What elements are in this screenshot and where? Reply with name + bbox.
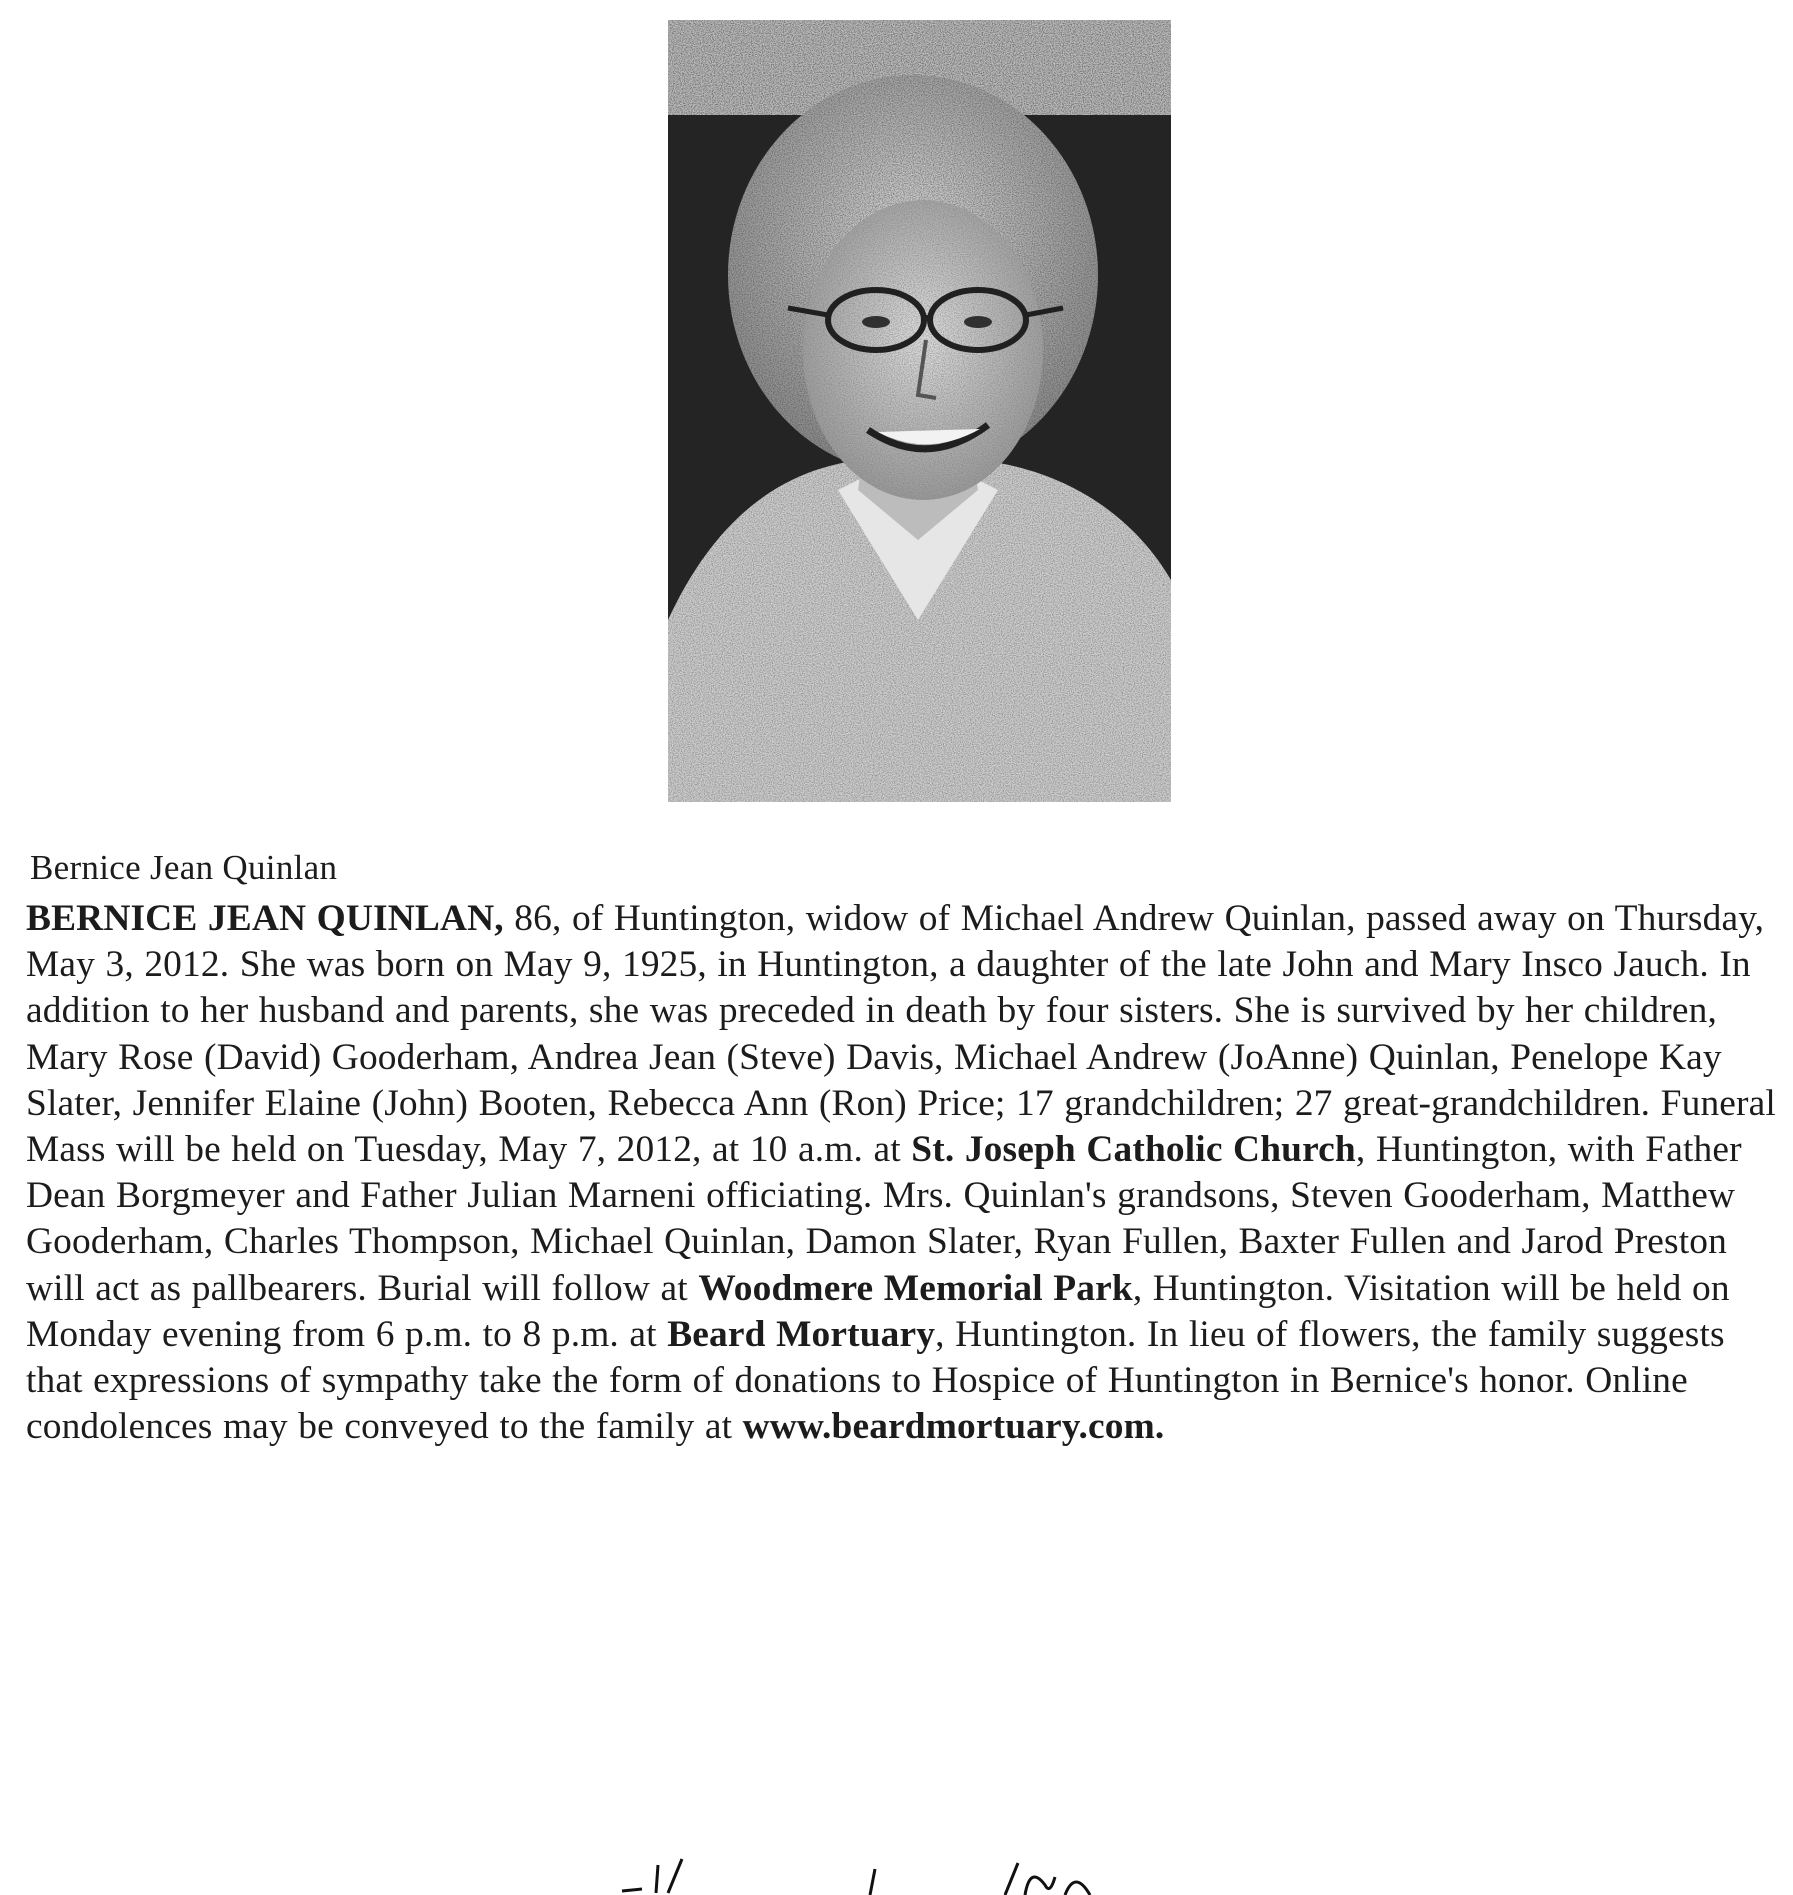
- mortuary-name: Beard Mortuary: [667, 1313, 936, 1355]
- cemetery-name: Woodmere Memorial Park: [698, 1267, 1133, 1309]
- obituary-text-part-1: 86, of Huntington, widow of Michael Andrew Quinlan, passed away on Thursday, May 3, 2012. She was born on May 9, 1925, in Huntington, a daughter of the late John and Mary Insco Jauch. In addition to her husband and parents, she was preceded in death by four sisters. She is survived by her children, Mary Rose (David) Gooderham, Andrea Jean (Steve) Davis, Michael Andrew (JoAnne) Quinlan, Penelope Kay Slater, Jennifer Elaine (John) Booten, Rebecca Ann (Ron) Price; 17 grandchildren; 27 great-grandchildren. Funeral Mass will be held on Tuesday, May 7, 2012, at 10 a.m. at: [26, 898, 1776, 1171]
- obituary-text-part-2: , Huntington, with Father Dean Borgmeyer and Father Julian Marneni officiating. Mrs. Quinlan's grandsons, Steven Gooderham, Matthew Gooderham, Charles Thompson, Michael Quinlan, Damon Slater, Ryan Fullen, Baxter Fullen and Jarod Preston will act as pallbearers. Burial will follow at: [26, 1129, 1742, 1309]
- mortuary-website-link[interactable]: www.beardmortuary.com.: [742, 1406, 1165, 1448]
- church-name: St. Joseph Catholic Church: [911, 1129, 1356, 1171]
- handwritten-signature-icon: [620, 1855, 1260, 1895]
- deceased-name: BERNICE JEAN QUINLAN,: [26, 898, 504, 939]
- obituary-heading: Bernice Jean Quinlan: [30, 848, 338, 887]
- elderly-woman-portrait-icon: [668, 20, 1171, 802]
- obituary-text-part-3: , Huntington. Visitation will be held on Monday evening from 6 p.m. to 8 p.m. at: [26, 1267, 1730, 1355]
- obituary-text: [26, 896, 1776, 1450]
- obituary-text-part-4: , Huntington. In lieu of flowers, the family suggests that expressions of sympathy take the form of donations to Hospice of Huntington in Bernice's honor. Online condolences may be conveyed to the family at: [26, 1313, 1725, 1448]
- portrait-photo: [668, 20, 1171, 802]
